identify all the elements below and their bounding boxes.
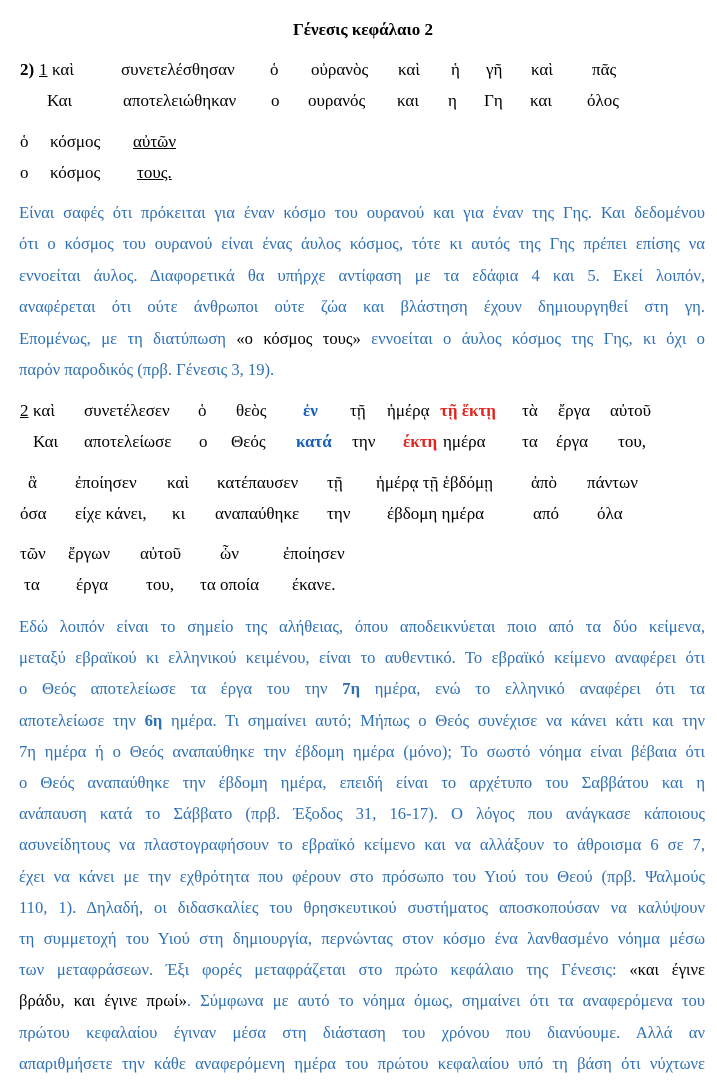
translation-word: είχε κάνει, [75, 504, 147, 523]
commentary-text: εννοείται ο άυλος κόσμος της Γης, κι όχι ο [360, 328, 705, 348]
verse-2-original-row-3 [0, 542, 717, 566]
commentary-line: Εδώ λοιπόν είναι το σημείο της αλήθειας, όπου αποδεικνύεται ποιο από τα δύο κείμενα, [19, 617, 705, 636]
original-word: γῆ [486, 60, 503, 79]
original-word: ὁ [198, 401, 207, 420]
translation-word: η [448, 91, 457, 110]
commentary-line: μεταξύ εβραϊκού κι ελληνικού κειμένου, είναι το αυθεντικό. Το εβραϊκό κείμενο αναφέρει ότι [19, 648, 705, 668]
original-word: ὁ [270, 60, 279, 79]
commentary-line: απαριθμήσετε την κάθε αναφερόμενη ημέρα του πρώτου κεφαλαίου υπό τη βάση ότι νύχτωνε [19, 1053, 705, 1073]
original-word: τῶν [20, 544, 46, 563]
translation-word: ουρανός [308, 91, 366, 110]
verse-1-translation-row-2 [0, 161, 717, 185]
original-word: ἡμέρᾳ [387, 401, 430, 420]
translation-word: έργα [556, 432, 589, 451]
translation-word: αποτελείωσε [84, 432, 172, 451]
translation-word: έκανε. [292, 575, 336, 594]
commentary-text: ημέρα. Τι σημαίνει αυτό; Μήπως ο Θεός συνέχισε να κάνει κάτι και την [162, 710, 706, 730]
commentary-line: ανάπαυση κατά το Σάββατο (πρβ. Έξοδος 31, 16-17). Ο λόγος που ανάγκασε κάποιους [19, 804, 705, 824]
original-word: συνετέλεσεν [84, 401, 170, 420]
document-title: Γένεσις κεφάλαιο 2 [292, 20, 434, 39]
original-word: ἐποίησεν [283, 544, 345, 563]
translation-word: από [533, 504, 559, 523]
commentary-line: τη συμμετοχή του Υιού στη δημιουργία, περνώντας στον κόσμο ένα λανθασμένο νόημα μέσω [19, 929, 705, 949]
commentary-text: ο Θεός αποτελείωσε τα έργα του την [19, 679, 343, 699]
original-word: καὶ [167, 473, 189, 492]
original-word: πάντων [587, 473, 638, 492]
translation-word: όλα [597, 504, 623, 523]
commentary-line: παρόν παροδικός (πρβ. Γένεσις 3, 19). [19, 360, 275, 380]
commentary-line: 110, 1). Δηλαδή, οι διδασκαλίες του θρησκευτικού συστήματος αποσκοπούσαν να καλύψουν [19, 897, 705, 917]
highlighted-word-blue: ἐν [303, 401, 318, 420]
translation-word: του, [618, 432, 646, 451]
commentary-line: ο Θεός αναπαύθηκε την έβδομη ημέρα, επειδή είναι το αρχέτυπο του Σαββάτου και η [19, 773, 705, 793]
original-word: ἡ [451, 60, 460, 79]
original-word: τῇ [327, 473, 343, 492]
translation-word: έβδομη ημέρα [387, 504, 485, 523]
translation-word: έργα [76, 575, 109, 594]
translation-word: Γη [484, 91, 503, 110]
translation-word: και [397, 91, 419, 110]
original-word-underlined: αὐτῶν [133, 132, 177, 151]
bold-day-number: 6η [144, 710, 163, 730]
commentary-paragraph-1 [19, 197, 705, 385]
original-word: θεὸς [236, 401, 267, 420]
translation-word: του, [146, 575, 174, 594]
commentary-line [19, 323, 705, 354]
commentary-line [19, 954, 705, 985]
translation-word: την [352, 432, 376, 451]
translation-word: τα [522, 432, 538, 451]
commentary-text: Επομένως, με τη διατύπωση [19, 328, 237, 348]
translation-word: κόσμος [50, 163, 101, 182]
original-word: ἔργα [558, 401, 591, 420]
original-word: τῇ [350, 401, 366, 420]
commentary-line: ασυνείδητους να πλαστογραφήσουν το εβραϊκό κείμενο και να αλλάξουν το άθροισμα 6 σε 7, [19, 835, 705, 855]
verse-1-translation-row-1 [0, 89, 717, 113]
translation-word: αποτελειώθηκαν [123, 91, 237, 110]
translation-word: τα [24, 575, 40, 594]
verse-2-translation-row-1 [0, 430, 717, 454]
original-word: κατέπαυσεν [217, 473, 299, 492]
original-word: πᾶς [592, 60, 617, 79]
commentary-line: Είναι σαφές ότι πρόκειται για έναν κόσμο του ουρανού και για έναν της Γης. Και δεδομένου [19, 203, 705, 222]
original-word: καὶ [531, 60, 553, 79]
verse-2-translation-row-3 [0, 573, 717, 597]
verse-1-original-row-2 [0, 130, 717, 154]
commentary-line [19, 673, 705, 704]
commentary-text: αποτελείωσε την [19, 710, 145, 730]
highlighted-word-blue: κατά [296, 432, 332, 451]
original-word: ἔργων [68, 544, 111, 563]
commentary-line [19, 705, 705, 736]
quoted-phrase: βράδυ, και έγινε πρωί» [19, 991, 187, 1011]
verse-number: 1 [39, 60, 48, 79]
commentary-line [19, 985, 705, 1016]
original-word: ἀπὸ [531, 473, 557, 492]
translation-word: Και [33, 432, 59, 451]
original-word: καὶ [52, 60, 74, 79]
translation-word: Και [47, 91, 73, 110]
translation-word: τα οποία [200, 575, 260, 594]
original-word: κόσμος [50, 132, 101, 151]
commentary-text: ημέρα, ενώ το ελληνικό αναφέρει ότι τα [360, 679, 705, 699]
verse-2-translation-row-2 [0, 502, 717, 526]
commentary-line: αναφέρεται ότι ούτε άνθρωποι ούτε ζώα και βλάστηση έχουν δημιουργηθεί στη γη. [19, 297, 705, 317]
verse-2-original-row-2 [0, 471, 717, 495]
translation-word-underlined: τους. [137, 163, 172, 182]
commentary-line: πρώτου κεφαλαίου έγιναν μέσα στη διάσταση του χρόνου που διανύουμε. Αλλά αν [19, 1022, 705, 1042]
original-word: ὧν [220, 544, 239, 563]
commentary-line: έχει να κάνει με την εχθρότητα που φέρουν στο πρόσωπο του Υιού του Θεού (πρβ. Ψαλμούς [19, 866, 705, 886]
chapter-label: 2) [20, 60, 35, 79]
translation-word: ο [20, 163, 29, 182]
original-word: ἐποίησεν [75, 473, 137, 492]
commentary-text: των μεταφράσεων. Έξι φορές μεταφράζεται στο πρώτο κεφάλαιο της Γένεσις: [19, 960, 630, 980]
original-word: καὶ [398, 60, 420, 79]
commentary-text: . Σύμφωνα με αυτό το νόημα όμως, σημαίνει ότι τα αναφερόμενα του [186, 991, 706, 1011]
original-word: αὐτοῦ [140, 544, 182, 563]
commentary-line: εννοείται άυλος. Διαφορετικά θα υπήρχε αντίφαση με τα εδάφια 4 και 5. Εκεί λοιπόν, [19, 265, 705, 285]
original-word: καὶ [33, 401, 55, 420]
translation-word: και [530, 91, 552, 110]
verse-2-original-row-1 [0, 399, 717, 423]
commentary-paragraph-2 [19, 611, 705, 1079]
bold-day-number: 7η [342, 679, 361, 699]
quoted-phrase: «ο κόσμος τους» [236, 328, 361, 348]
original-word: ἃ [28, 473, 37, 492]
translation-word: ο [271, 91, 280, 110]
translation-word: ημέρα [443, 432, 486, 451]
original-word: ἡμέρᾳ τῇ ἑβδόμῃ [376, 473, 494, 492]
translation-word: αναπαύθηκε [215, 504, 300, 523]
commentary-line: 7η ημέρα ή ο Θεός αναπαύθηκε την έβδομη ημέρα (μόνο); Το σωστό νόημα είναι βέβαια ότι [19, 741, 705, 761]
verse-1-original-row-1 [0, 58, 717, 82]
translation-word: κι [172, 504, 186, 523]
commentary-line: ότι ο κόσμος του ουρανού είναι ένας άυλος κόσμος, τότε κι αυτός της Γης πρέπει επίσης να [19, 234, 705, 254]
highlighted-word-red: τῇ ἕκτῃ [440, 401, 496, 420]
quoted-phrase: «και έγινε [629, 960, 705, 980]
verse-number: 2 [20, 401, 29, 420]
translation-word: όλος [587, 91, 619, 110]
translation-word: την [327, 504, 351, 523]
translation-word: Θεός [231, 432, 266, 451]
translation-word: ο [199, 432, 208, 451]
original-word: συνετελέσθησαν [121, 60, 235, 79]
highlighted-word-red: έκτη [403, 432, 438, 451]
original-word: ὁ [20, 132, 29, 151]
original-word: τὰ [522, 401, 538, 420]
original-word: αὐτοῦ [610, 401, 652, 420]
translation-word: όσα [20, 504, 47, 523]
original-word: οὐρανὸς [311, 60, 369, 79]
